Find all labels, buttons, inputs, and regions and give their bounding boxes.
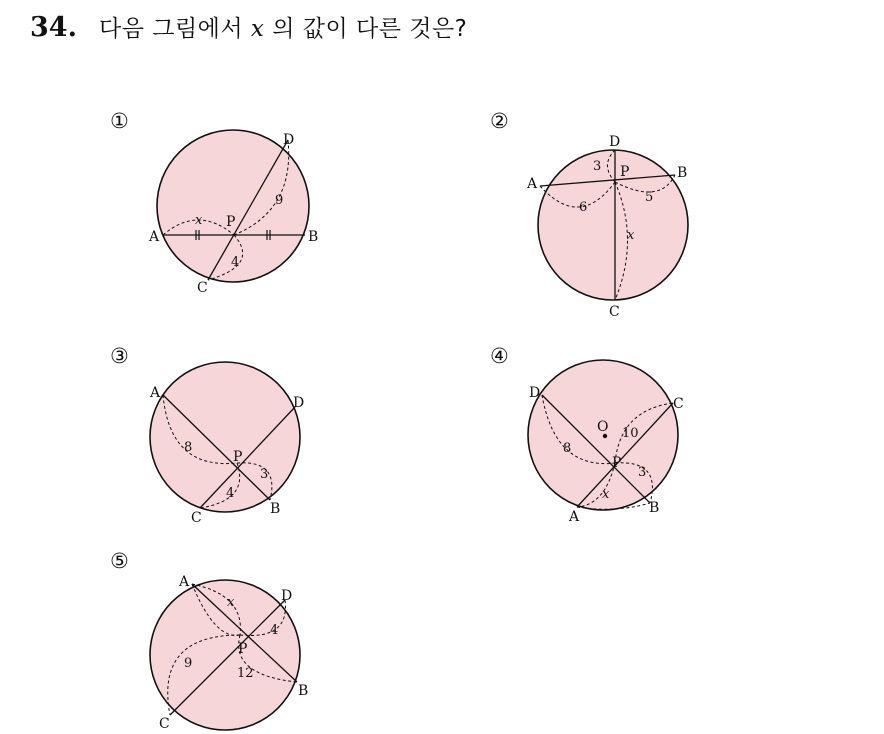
option-4-seg-x: x bbox=[602, 487, 610, 502]
option-5-circle bbox=[150, 580, 300, 730]
option-5-label-D: D bbox=[281, 588, 293, 604]
question-text bbox=[99, 10, 467, 43]
option-5-seg-x: x bbox=[227, 595, 235, 610]
option-4-label-P: P bbox=[612, 455, 622, 471]
question-number: 34. bbox=[30, 12, 77, 43]
option-2-label-P: P bbox=[620, 164, 630, 180]
option-5-seg-12: 12 bbox=[237, 666, 254, 681]
option-3-label-A: A bbox=[150, 385, 161, 401]
option-5-marker[interactable]: ⑤ bbox=[110, 549, 129, 573]
option-3-figure bbox=[100, 335, 340, 535]
question-text-before: 다음 그림에서 bbox=[98, 16, 251, 42]
option-4-seg-8: 8 bbox=[563, 441, 572, 456]
option-3-seg-4: 4 bbox=[226, 486, 235, 501]
option-5-label-C: C bbox=[159, 716, 170, 732]
option-4-label-C: C bbox=[673, 396, 684, 412]
option-1-label-B: B bbox=[308, 229, 319, 245]
option-3-label-B: B bbox=[270, 501, 281, 517]
option-3-label-C: C bbox=[191, 510, 202, 526]
option-1-marker[interactable]: ① bbox=[110, 109, 129, 133]
option-4-label-B: B bbox=[649, 500, 660, 516]
option-4-figure bbox=[480, 335, 720, 535]
option-1-seg-4: 4 bbox=[231, 255, 240, 270]
option-1-seg-9: 9 bbox=[275, 193, 284, 208]
option-5-seg-9: 9 bbox=[184, 656, 193, 671]
option-1-label-D: D bbox=[283, 132, 295, 148]
option-2-seg-6: 6 bbox=[579, 200, 588, 215]
option-2-circle bbox=[538, 150, 688, 300]
option-2-seg-5: 5 bbox=[645, 190, 654, 205]
option-1-seg-x: x bbox=[195, 213, 203, 228]
option-4-label-D: D bbox=[529, 385, 541, 401]
option-5-seg-4: 4 bbox=[270, 623, 279, 638]
option-1-label-P: P bbox=[226, 214, 236, 230]
option-3-label-P: P bbox=[233, 449, 243, 465]
option-5-label-P: P bbox=[238, 641, 248, 657]
option-5-figure bbox=[100, 540, 340, 734]
option-4-marker[interactable]: ④ bbox=[490, 344, 509, 368]
option-1-figure bbox=[100, 100, 340, 300]
option-4-label-O: O bbox=[597, 419, 609, 435]
option-2-label-D: D bbox=[609, 134, 621, 150]
option-4-seg-3: 3 bbox=[638, 465, 647, 480]
option-3-seg-3: 3 bbox=[260, 467, 269, 482]
option-3-label-D: D bbox=[293, 395, 305, 411]
question-header bbox=[30, 10, 467, 50]
option-4-label-A: A bbox=[569, 509, 580, 525]
option-2-seg-x: x bbox=[627, 228, 635, 243]
option-2-label-B: B bbox=[677, 165, 688, 181]
option-1-label-C: C bbox=[197, 280, 208, 296]
question-variable: x bbox=[250, 16, 265, 42]
question-text-after: 의 값이 다른 것은? bbox=[264, 16, 468, 42]
option-2-marker[interactable]: ② bbox=[490, 109, 509, 133]
option-3-seg-8: 8 bbox=[184, 440, 193, 455]
option-2-seg-3: 3 bbox=[593, 159, 602, 174]
option-2-label-C: C bbox=[609, 304, 620, 320]
option-1-label-A: A bbox=[149, 229, 160, 245]
option-3-marker[interactable]: ③ bbox=[110, 344, 129, 368]
option-2-label-A: A bbox=[527, 176, 538, 192]
option-5-label-A: A bbox=[179, 574, 190, 590]
option-2-figure bbox=[480, 100, 720, 330]
option-4-seg-10: 10 bbox=[622, 426, 639, 441]
option-3-circle bbox=[150, 362, 300, 512]
option-5-label-B: B bbox=[298, 683, 309, 699]
